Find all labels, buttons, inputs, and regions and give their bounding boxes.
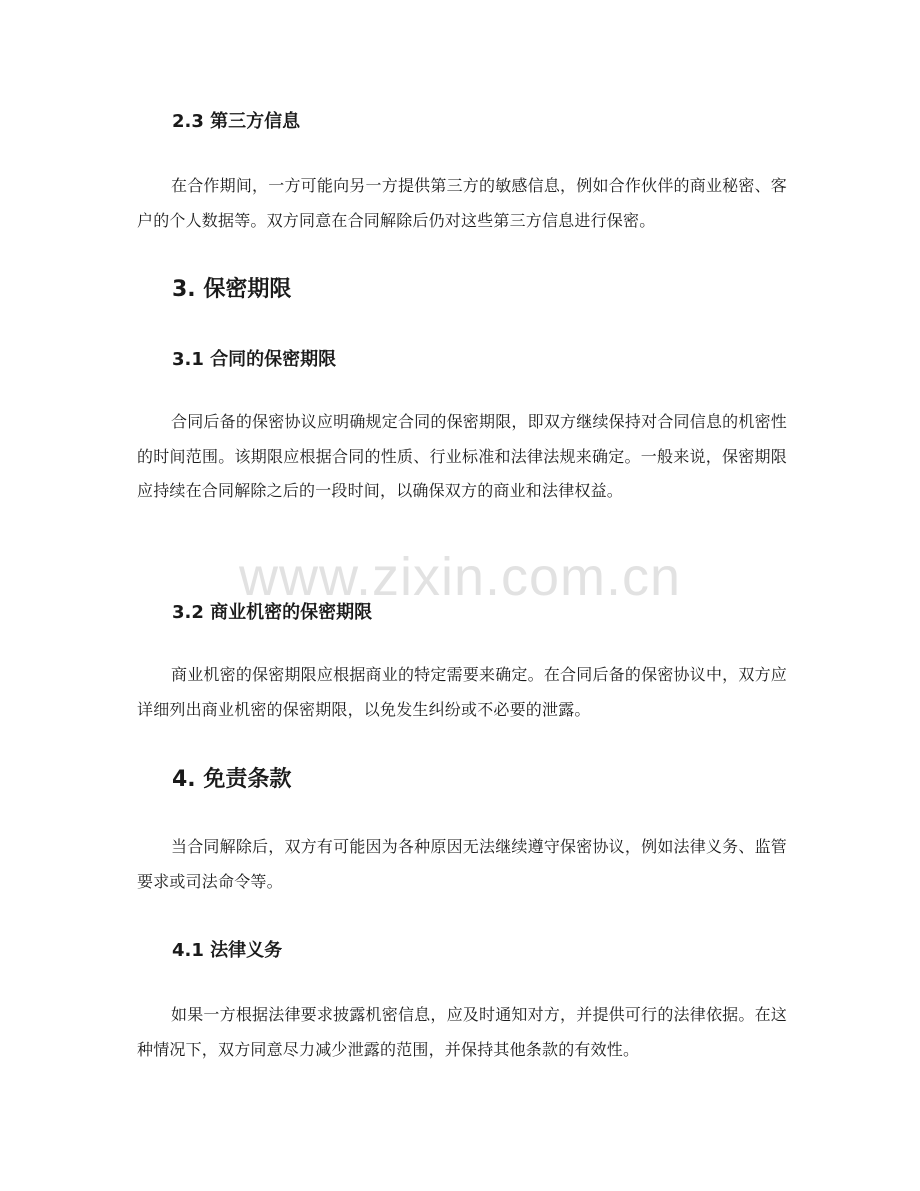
paragraph-contract-confidentiality-period: 合同后备的保密协议应明确规定合同的保密期限，即双方继续保持对合同信息的机密性的时间范围。该期限应根据合同的性质、行业标准和法律法规来确定。一般来说，保密期限应持续在合同解除之后的一段时间，以确保双方的商业和法律权益。 (137, 412, 787, 500)
section-heading-3-1: 3.1 合同的保密期限 (172, 349, 337, 370)
watermark-text: www.zixin.com.cn (238, 547, 682, 607)
section-heading-4-1: 4.1 法律义务 (172, 940, 283, 961)
section-heading-4: 4. 免责条款 (172, 767, 292, 792)
paragraph-exemption-intro: 当合同解除后，双方有可能因为各种原因无法继续遵守保密协议，例如法律义务、监管要求或司法命令等。 (137, 837, 787, 891)
paragraph-trade-secret-period: 商业机密的保密期限应根据商业的特定需要来确定。在合同后备的保密协议中，双方应详细列出商业机密的保密期限，以免发生纠纷或不必要的泄露。 (137, 665, 787, 719)
section-heading-2-3: 2.3 第三方信息 (172, 111, 301, 132)
paragraph-third-party-info: 在合作期间，一方可能向另一方提供第三方的敏感信息，例如合作伙伴的商业秘密、客户的个人数据等。双方同意在合同解除后仍对这些第三方信息进行保密。 (137, 176, 787, 230)
section-heading-3-2: 3.2 商业机密的保密期限 (172, 602, 373, 623)
paragraph-legal-obligations: 如果一方根据法律要求披露机密信息，应及时通知对方，并提供可行的法律依据。在这种情况下，双方同意尽力减少泄露的范围，并保持其他条款的有效性。 (137, 1005, 787, 1059)
section-heading-3: 3. 保密期限 (172, 277, 292, 302)
